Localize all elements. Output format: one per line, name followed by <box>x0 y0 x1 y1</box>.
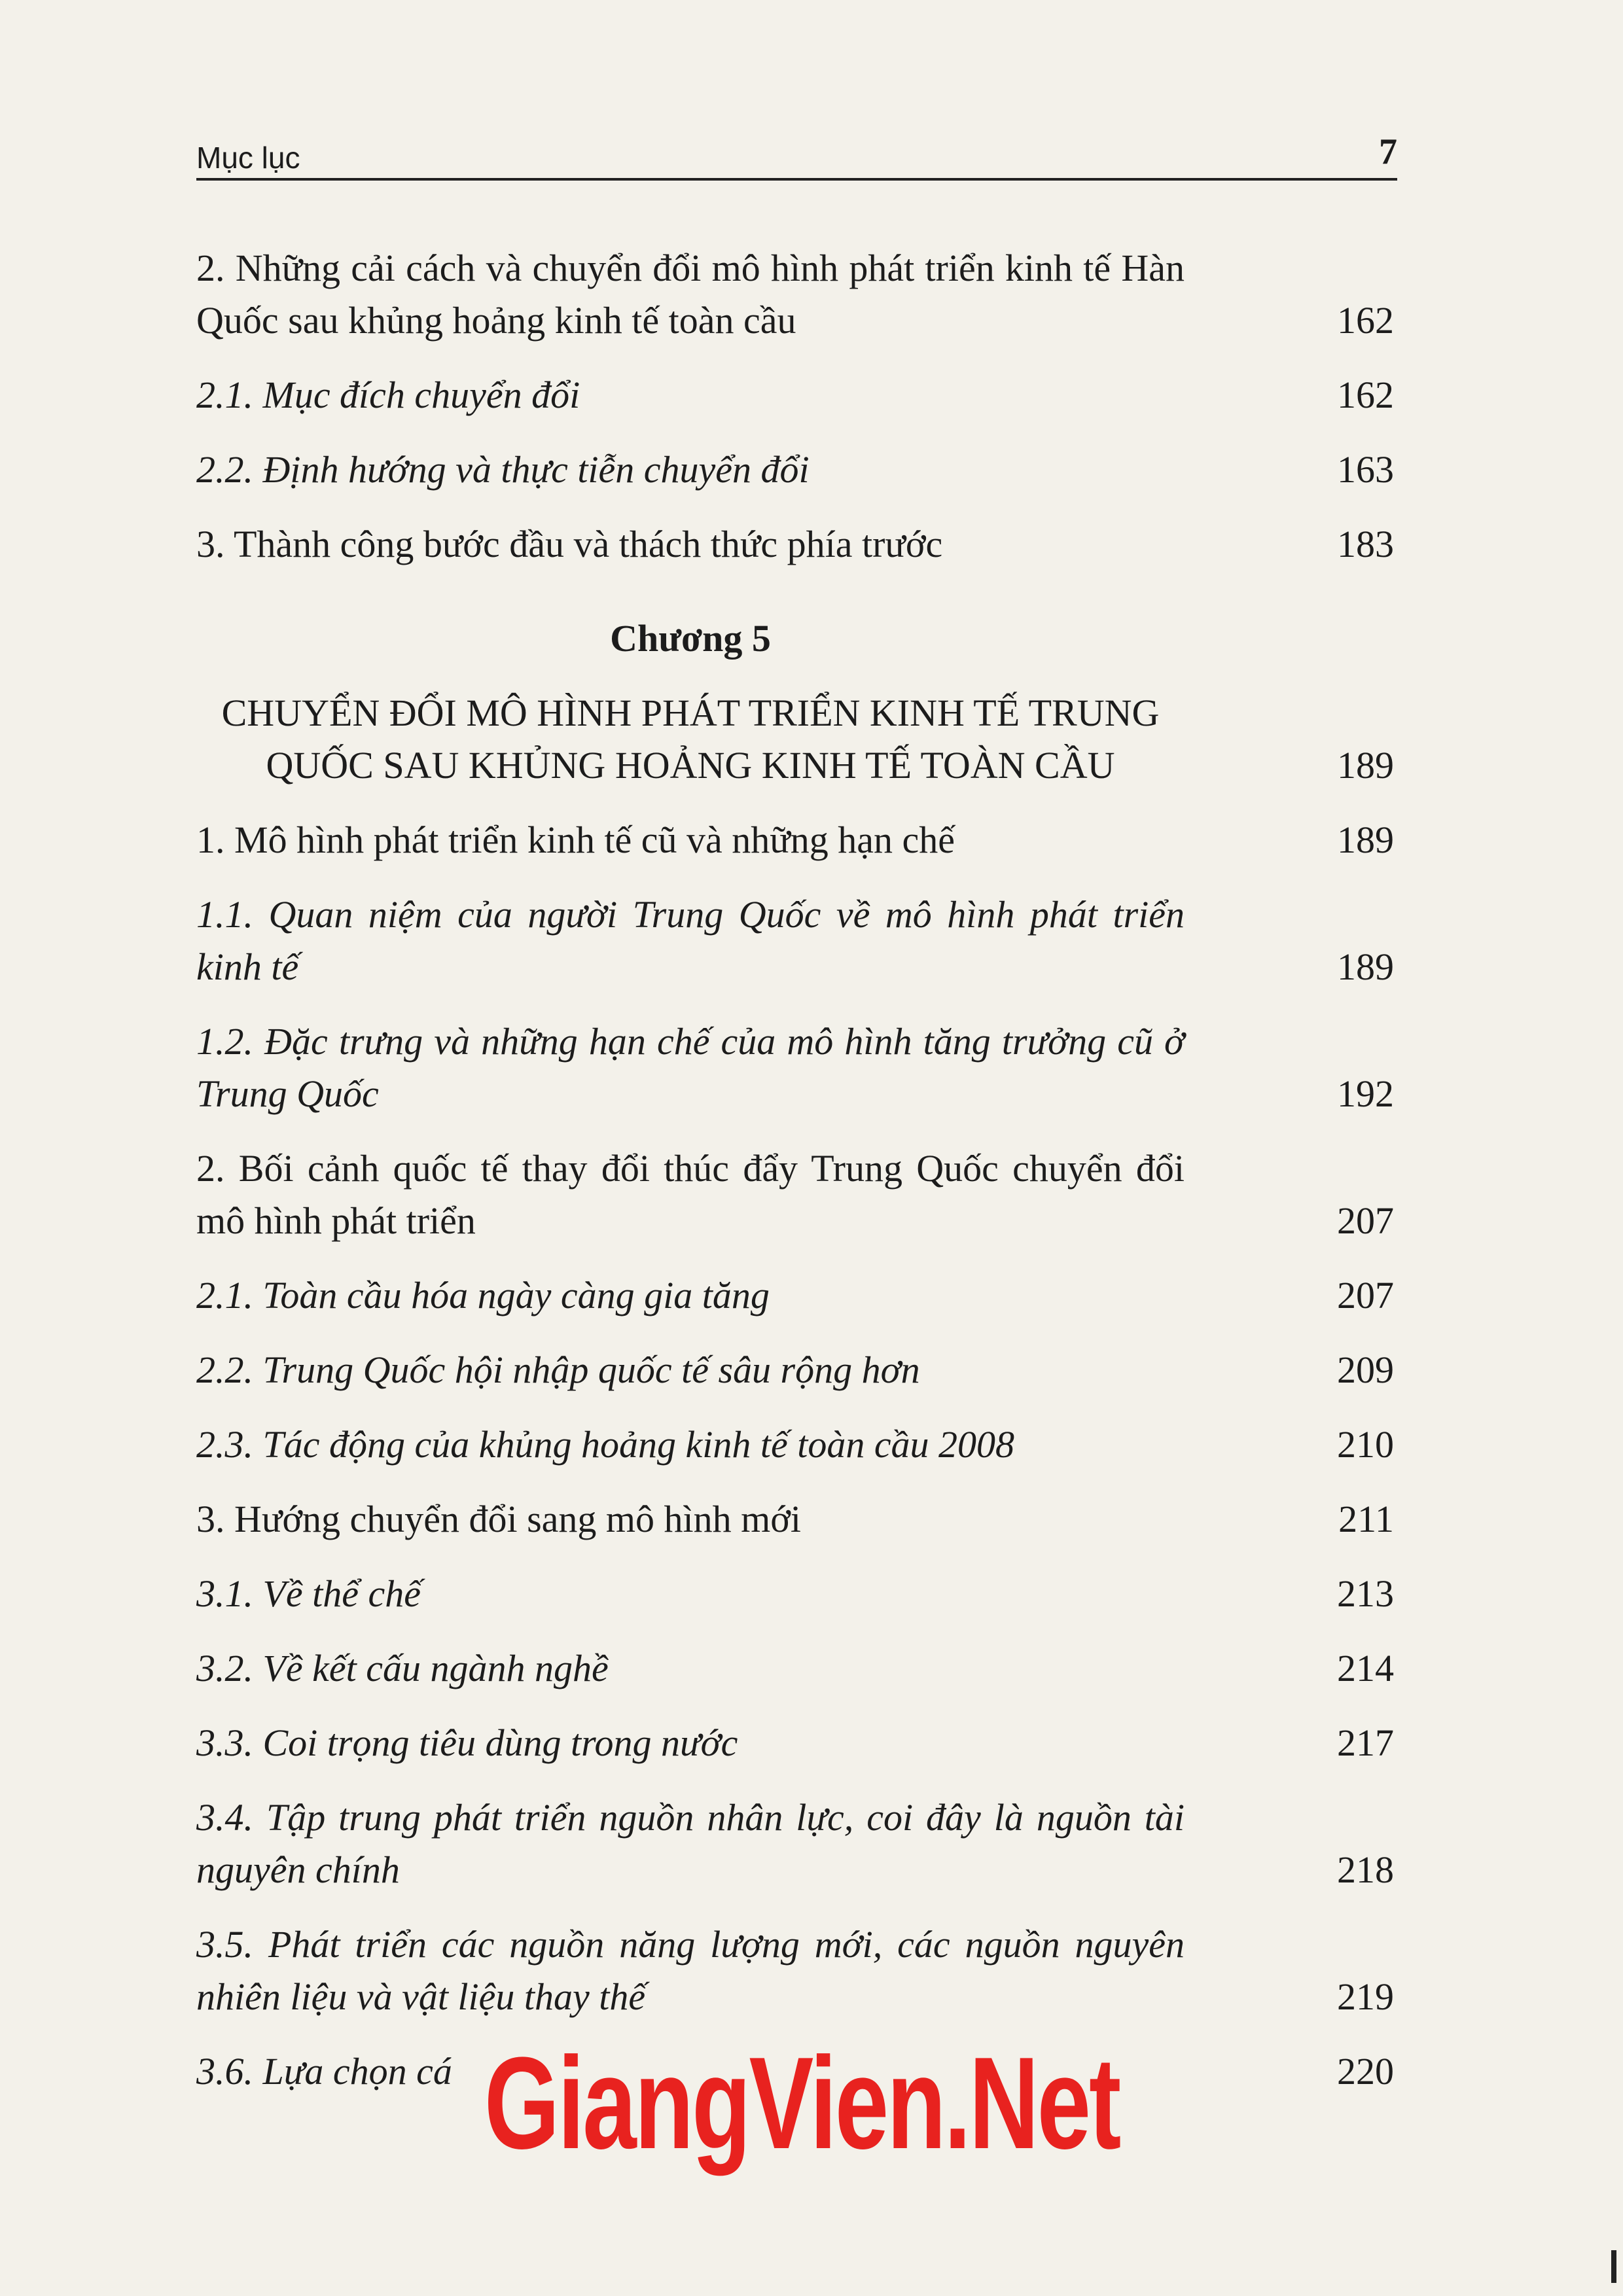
toc-entry <box>196 889 1394 993</box>
toc-entry <box>196 1642 1394 1695</box>
toc-entry <box>196 1419 1394 1471</box>
toc-entry-text <box>196 814 1185 866</box>
toc-entry <box>196 1269 1394 1322</box>
toc-entry-number: 3.6. <box>196 2050 253 2093</box>
toc-entry-number: 3. <box>196 1498 225 1540</box>
header-section-title: Mục lục <box>196 141 300 175</box>
toc-entry-page: 207 <box>1337 1274 1394 1316</box>
header-page-number: 7 <box>1379 132 1397 172</box>
toc-entry-title: Về thể chế <box>262 1572 421 1615</box>
toc-entry <box>196 1493 1394 1545</box>
toc-entry-title: Lựa chọn cá <box>262 2050 452 2093</box>
toc-entry-page: 214 <box>1337 1647 1394 1689</box>
toc-entry-text <box>196 242 1185 347</box>
toc-entry <box>196 1016 1394 1120</box>
toc-entry-text <box>196 1016 1185 1120</box>
watermark: GiangVien.Net <box>484 2030 1120 2176</box>
toc-entry-title: Thành công bước đầu và thách thức phía trước <box>233 523 943 565</box>
running-header <box>196 118 1397 181</box>
toc-entry-number: 2. <box>196 247 225 289</box>
toc-entry-title: Đặc trưng và những hạn chế của mô hình tăng trưởng cũ ở Trung Quốc <box>196 1020 1185 1115</box>
toc-entry-number: 3.2. <box>196 1647 253 1689</box>
toc-entry-number: 3. <box>196 523 225 565</box>
toc-entry-text <box>196 369 1185 421</box>
toc-entry <box>196 1142 1394 1247</box>
toc-entry-number: 1.1. <box>196 893 253 936</box>
toc-entry <box>196 518 1394 571</box>
toc-entry-page: 192 <box>1337 1072 1394 1115</box>
toc-entry-title: Mục đích chuyển đổi <box>262 374 580 416</box>
toc-entry-text <box>196 1792 1185 1896</box>
toc-entry-text <box>196 518 1185 571</box>
toc-entry <box>196 1918 1394 2023</box>
toc-entry-title: Phát triển các nguồn năng lượng mới, các nguồn nguyên nhiên liệu và vật liệu thay thế <box>196 1923 1185 2018</box>
toc-entry-text <box>196 1269 1185 1322</box>
toc-entry-number: 1.2. <box>196 1020 253 1063</box>
toc-entry-page: 211 <box>1338 1498 1394 1540</box>
chapter-heading <box>196 687 1394 792</box>
toc-entry-page: 213 <box>1337 1572 1394 1615</box>
toc-entry-text <box>196 1717 1185 1769</box>
toc-entry-number: 2.1. <box>196 1274 253 1316</box>
toc-entry-number: 2.3. <box>196 1423 253 1466</box>
toc-entry-page: 207 <box>1337 1199 1394 1242</box>
chapter-title: CHUYỂN ĐỔI MÔ HÌNH PHÁT TRIỂN KINH TẾ TRUNG QUỐC SAU KHỦNG HOẢNG KINH TẾ TOÀN CẦU <box>221 692 1160 786</box>
toc-entry-title: Về kết cấu ngành nghề <box>262 1647 609 1689</box>
toc-entry-page: 218 <box>1337 1848 1394 1891</box>
toc-entry-text <box>196 1419 1185 1471</box>
chapter-page: 189 <box>1337 744 1394 786</box>
toc-entry <box>196 814 1394 866</box>
toc-entry-number: 1. <box>196 819 225 861</box>
toc-entry-number: 2.1. <box>196 374 253 416</box>
toc-entry <box>196 1792 1394 1896</box>
toc-entry-number: 2. <box>196 1147 225 1190</box>
toc-entry <box>196 369 1394 421</box>
toc-entry-number: 3.4. <box>196 1796 253 1839</box>
toc-entry-page: 219 <box>1337 1975 1394 2018</box>
toc-entry-title: Trung Quốc hội nhập quốc tế sâu rộng hơn <box>262 1349 920 1391</box>
toc-entry <box>196 1568 1394 1620</box>
toc-entry-text <box>196 444 1185 496</box>
toc-entry-number: 2.2. <box>196 448 253 491</box>
toc-entry-title: Quan niệm của người Trung Quốc về mô hình phát triển kinh tế <box>196 893 1185 988</box>
toc-entry-text <box>196 1493 1185 1545</box>
toc-entry-page: 189 <box>1337 819 1394 861</box>
toc-entry-text <box>196 1568 1185 1620</box>
toc-entry-title: Bối cảnh quốc tế thay đổi thúc đẩy Trung Quốc chuyển đổi mô hình phát triển <box>196 1147 1185 1242</box>
toc-entry <box>196 1344 1394 1396</box>
toc-entry-title: Coi trọng tiêu dùng trong nước <box>262 1722 738 1764</box>
toc-entry-page: 183 <box>1337 523 1394 565</box>
toc-entry-title: Tác động của khủng hoảng kinh tế toàn cầu 2008 <box>262 1423 1015 1466</box>
toc-entry-text <box>196 1344 1185 1396</box>
toc-entry-text <box>196 1642 1185 1695</box>
toc-entry-title: Hướng chuyển đổi sang mô hình mới <box>234 1498 802 1540</box>
toc-entry-number: 3.5. <box>196 1923 253 1966</box>
toc-entry-title: Mô hình phát triển kinh tế cũ và những hạn chế <box>234 819 955 861</box>
toc-entry-page: 209 <box>1337 1349 1394 1391</box>
page-edge-mark <box>1611 2250 1616 2283</box>
toc-entry-page: 163 <box>1337 448 1394 491</box>
toc-entry-page: 162 <box>1337 299 1394 342</box>
toc-entry-title: Toàn cầu hóa ngày càng gia tăng <box>262 1274 770 1316</box>
toc-entry-text <box>196 1142 1185 1247</box>
toc-entry-page: 217 <box>1337 1722 1394 1764</box>
toc-entry-page: 162 <box>1337 374 1394 416</box>
toc-entry-number: 3.3. <box>196 1722 253 1764</box>
toc-entry-text <box>196 1918 1185 2023</box>
toc-entry-page: 220 <box>1337 2050 1394 2093</box>
toc-entry-number: 3.1. <box>196 1572 253 1615</box>
toc-entry-text <box>196 889 1185 993</box>
toc-entry-page: 189 <box>1337 945 1394 988</box>
toc-entry <box>196 444 1394 496</box>
toc-entry-number: 2.2. <box>196 1349 253 1391</box>
toc-entry-title: Tập trung phát triển nguồn nhân lực, coi đây là nguồn tài nguyên chính <box>196 1796 1185 1891</box>
toc-entry-page: 210 <box>1337 1423 1394 1466</box>
chapter-label: Chương 5 <box>610 617 771 660</box>
toc-entry <box>196 242 1394 347</box>
toc-entry-title: Những cải cách và chuyển đổi mô hình phát triển kinh tế Hàn Quốc sau khủng hoảng kinh tế toàn cầu <box>196 247 1185 342</box>
toc-entry-title: Định hướng và thực tiễn chuyển đổi <box>262 448 810 491</box>
toc-entry <box>196 1717 1394 1769</box>
table-of-contents <box>196 242 1394 2120</box>
